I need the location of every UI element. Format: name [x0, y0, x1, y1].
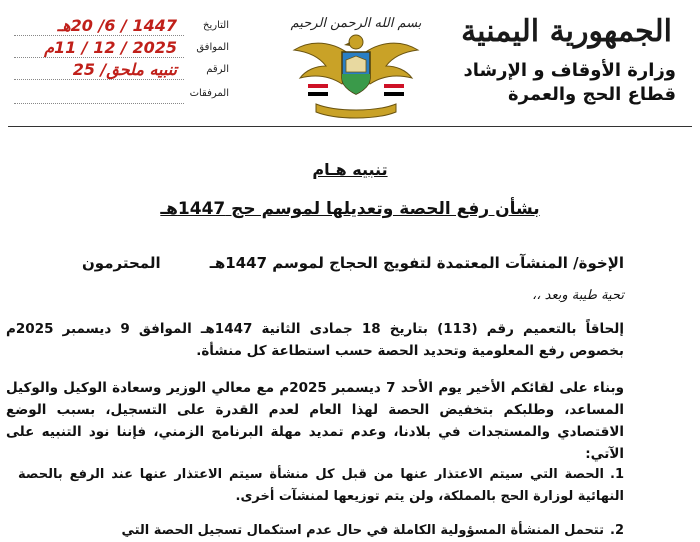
greeting: تحية طيبة وبعد ،، — [532, 288, 624, 303]
corresp-row — [14, 38, 229, 60]
attach-dotted-line — [14, 103, 184, 104]
list-item — [18, 464, 624, 508]
date-label: التاريخ — [203, 20, 229, 31]
paragraph-reference: إلحاقاً بالتعميم رقم (113) بتاريخ 18 جمادى الثانية 1447هـ الموافق 9 ديسمبر 2025م بخصوص رفع المعلومية وتحديد الحصة حسب استطاعة كل منشأة. — [6, 321, 624, 359]
list-item-text: الحصة التي سيتم الاعتذار عنها من قبل كل منشأة سيتم الاعتذار عنها عند الرفع بالحصة النهائية لوزارة الحج بالمملكة، ولن يتم توزيعها لمنشآت أخرى. — [18, 467, 624, 504]
list-item-text: تتحمل المنشأة المسؤولية الكاملة في حال عدم استكمال تسجيل الحصة التي — [121, 523, 604, 538]
header-divider — [8, 126, 692, 127]
list-item-number: 1. — [610, 467, 624, 482]
date-row — [14, 16, 229, 38]
number-row — [14, 60, 229, 82]
number-value: تنبيه ملحق/ 25 — [72, 60, 177, 79]
corresp-value: 2025 / 12 / 11م — [44, 38, 177, 57]
attach-label: المرفقات — [189, 88, 229, 99]
honorific: المحترمون — [82, 254, 161, 272]
date-dotted-line — [14, 35, 184, 36]
number-dotted-line — [14, 79, 184, 80]
paragraph-context: وبناء على لقائكم الأخير يوم الأحد 7 ديسمبر 2025م مع معالي الوزير وسعادة الوكيل والوكيل المساعد، وطلبكم بتخفيض الحصة لهذا العام لعدم القدرة على التسجيل، بسبب الوضع الاقتصادي والمستجدات في بلادنا، وعدم تمديد مهلة البرنامج الزمني، فإننا نود التنبيه على الآتي: — [6, 380, 624, 462]
list-item — [18, 520, 624, 542]
number-label: الرقم — [206, 64, 229, 75]
republic-name: الجمهورية اليمنية — [461, 14, 672, 49]
subject-line: بشأن رفع الحصة وتعديلها لموسم حج 1447هـ — [160, 199, 540, 219]
list-item-number: 2. — [610, 523, 624, 538]
notice-title: تنبيه هـام — [312, 160, 388, 179]
emblem-calligraphy: بسم الله الرحمن الرحيم — [290, 16, 422, 31]
sector-name: قطاع الحج والعمرة — [508, 84, 676, 105]
ministry-name: وزارة الأوقاف و الإرشاد — [463, 60, 676, 81]
corresp-dotted-line — [14, 57, 184, 58]
corresp-label: الموافق — [196, 42, 229, 53]
addressee: الإخوة/ المنشآت المعتمدة لتفويج الحجاج لموسم 1447هـ — [209, 254, 624, 272]
date-value: 1447 / 6/ 20هـ — [57, 16, 177, 35]
attach-row — [14, 84, 229, 106]
yemen-eagle-emblem-icon — [286, 12, 426, 122]
